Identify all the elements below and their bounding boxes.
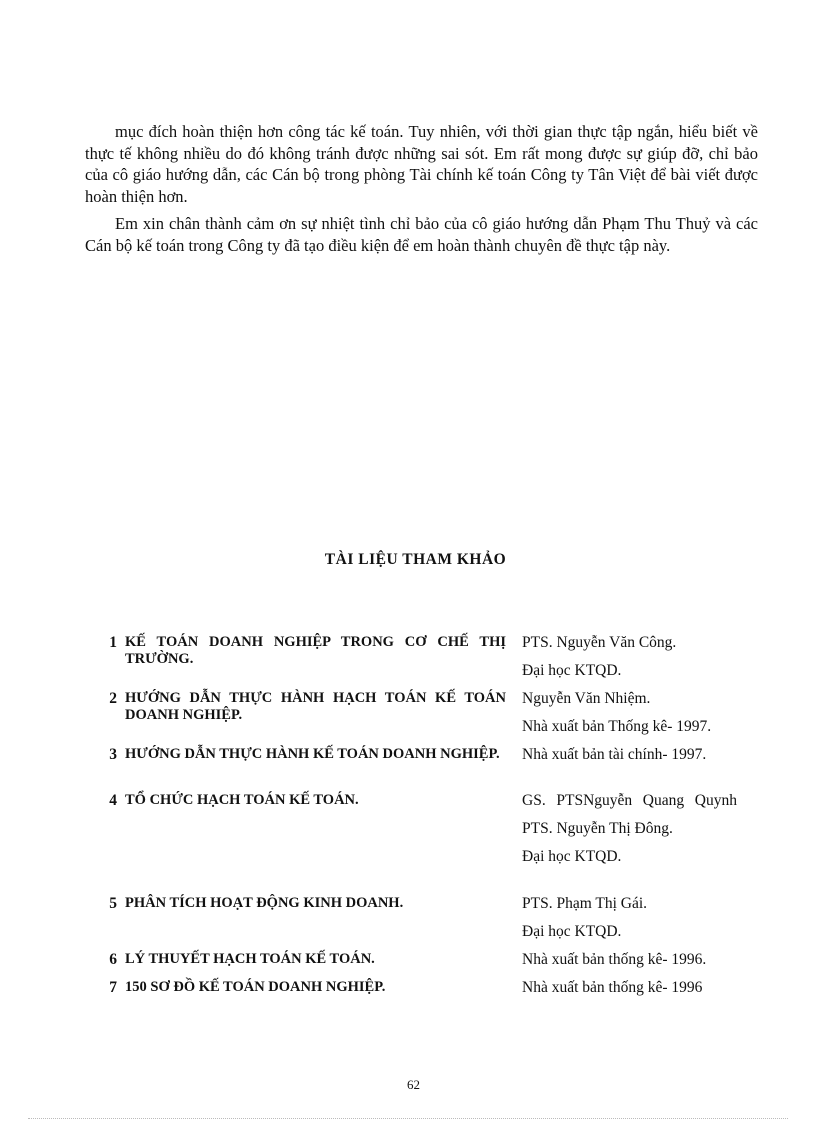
reference-book-title: PHÂN TÍCH HOẠT ĐỘNG KINH DOANH. <box>125 895 404 911</box>
reference-info-line: Nhà xuất bản thống kê- 1996 <box>522 979 703 996</box>
reference-publication-info <box>522 895 737 951</box>
reference-publication-info <box>522 690 737 746</box>
references-title: TÀI LIỆU THAM KHẢO <box>324 551 507 568</box>
reference-info-line: GS. PTSNguyễn Quang Quynh <box>522 792 737 809</box>
reference-info-line: Nguyễn Văn Nhiệm. <box>522 690 651 707</box>
page-bottom-divider <box>28 1118 788 1119</box>
reference-publication-info <box>522 746 737 774</box>
reference-number: 3 <box>109 746 117 763</box>
reference-publication-info <box>522 979 737 1007</box>
reference-info-line: Nhà xuất bản thống kê- 1996. <box>522 951 707 968</box>
page-number: 62 <box>407 1077 420 1092</box>
reference-number: 5 <box>109 895 117 912</box>
reference-publication-info <box>522 792 737 876</box>
reference-book-title: TỔ CHỨC HẠCH TOÁN KẾ TOÁN. <box>125 792 359 808</box>
paragraph-closing-1: mục đích hoàn thiện hơn công tác kế toán. Tuy nhiên, với thời gian thực tập ngắn, hiểu biết về thực tế không nhiều do đó không tránh được những sai sót. Em rất mong được sự giúp đỡ, chỉ bảo của cô giáo hướng dẫn, các Cán bộ trong phòng Tài chính kế toán Công ty Tân Việt để bài viết được hoàn thiện hơn. <box>85 122 758 206</box>
paragraph-acknowledgement: Em xin chân thành cảm ơn sự nhiệt tình chỉ bảo của cô giáo hướng dẫn Phạm Thu Thuỷ và các Cán bộ kế toán trong Công ty đã tạo điều kiện để em hoàn thành chuyên đề thực tập này. <box>85 214 758 255</box>
reference-book-title: LÝ THUYẾT HẠCH TOÁN KẾ TOÁN. <box>125 951 375 967</box>
reference-publication-info <box>522 951 737 979</box>
reference-info-line: Đại học KTQD. <box>522 923 622 940</box>
reference-number: 7 <box>109 979 117 996</box>
reference-number: 6 <box>109 951 117 968</box>
reference-book-title: HƯỚNG DẪN THỰC HÀNH KẾ TOÁN DOANH NGHIỆP. <box>125 746 500 762</box>
reference-info-line: Đại học KTQD. <box>522 848 622 865</box>
reference-info-line: PTS. Nguyễn Văn Công. <box>522 634 677 651</box>
reference-info-line: PTS. Nguyễn Thị Đông. <box>522 820 673 837</box>
reference-info-line: PTS. Phạm Thị Gái. <box>522 895 648 912</box>
reference-number: 4 <box>109 792 117 809</box>
reference-book-title: KẾ TOÁN DOANH NGHIỆP TRONG CƠ CHẾ THỊ TRƯỜNG. <box>125 634 506 667</box>
reference-publication-info <box>522 634 737 690</box>
reference-info-line: Nhà xuất bản Thống kê- 1997. <box>522 718 712 735</box>
reference-info-line: Nhà xuất bản tài chính- 1997. <box>522 746 707 763</box>
reference-number: 2 <box>109 690 117 707</box>
reference-book-title: 150 SƠ ĐỒ KẾ TOÁN DOANH NGHIỆP. <box>125 979 386 995</box>
reference-info-line: Đại học KTQD. <box>522 662 622 679</box>
reference-number: 1 <box>109 634 117 651</box>
reference-book-title: HƯỚNG DẪN THỰC HÀNH HẠCH TOÁN KẾ TOÁN DOANH NGHIỆP. <box>125 690 506 723</box>
